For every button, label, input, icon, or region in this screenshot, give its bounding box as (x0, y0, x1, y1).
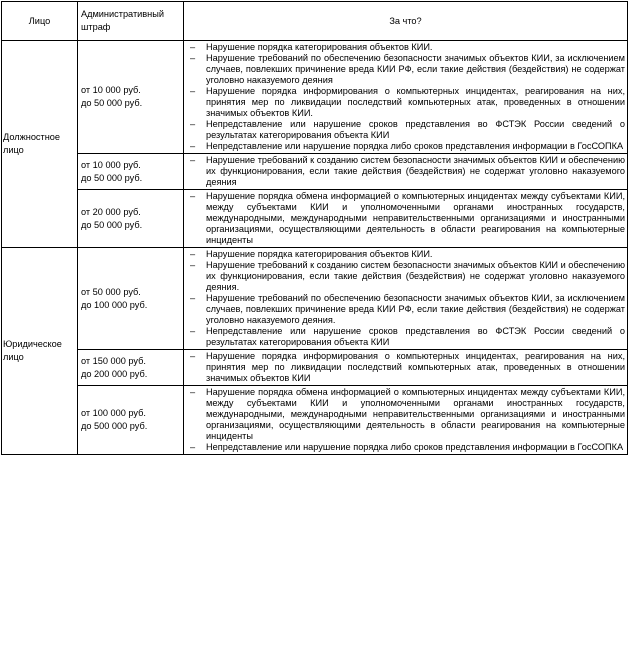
fine-from: от 10 000 руб. (81, 159, 141, 170)
violation-text: Нарушение порядка категорирования объектов КИИ. (206, 42, 433, 52)
fine-cell (78, 41, 184, 154)
list-item (184, 442, 625, 453)
list-item (184, 155, 625, 188)
violations-list (184, 42, 625, 152)
person-cell: Должностное лицо (2, 41, 78, 248)
violation-text: Непредставление или нарушение порядка либо сроков представления информации в ГосСОПКА (206, 141, 624, 151)
violation-text: Непредставление или нарушение сроков представления во ФСТЭК России сведений о результатах категорирования объекта КИИ (206, 119, 625, 140)
violation-text: Нарушение требований по обеспечению безопасности значимых объектов КИИ, за исключением случаев, повлекших причинение вреда КИИ РФ, если такие действия (бездействия) не содержат уголовно наказуемого деяния (206, 53, 625, 85)
header-row (2, 2, 628, 41)
violations-list (184, 155, 625, 188)
dash-bullet-icon: – (190, 351, 196, 361)
fine-cell (78, 154, 184, 190)
fine-to: до 200 000 руб. (81, 368, 148, 379)
table-row (2, 350, 628, 386)
violation-text: Нарушение порядка категорирования объектов КИИ. (206, 249, 433, 259)
table-body (2, 41, 628, 455)
violations-cell (184, 386, 628, 455)
dash-bullet-icon: – (190, 119, 196, 129)
table-row (2, 154, 628, 190)
fine-cell (78, 350, 184, 386)
list-item (184, 53, 625, 86)
table-row (2, 190, 628, 248)
dash-bullet-icon: – (190, 155, 196, 165)
list-item (184, 249, 625, 260)
dash-bullet-icon: – (190, 141, 196, 151)
violations-list (184, 191, 625, 246)
list-item (184, 326, 625, 348)
dash-bullet-icon: – (190, 442, 196, 452)
fine-from: от 20 000 руб. (81, 206, 141, 217)
list-item (184, 351, 625, 384)
fine-from: от 150 000 руб. (81, 355, 146, 366)
violation-text: Непредставление или нарушение порядка либо сроков представления информации в ГосСОПКА (206, 442, 624, 452)
list-item (184, 86, 625, 119)
dash-bullet-icon: – (190, 260, 196, 270)
violations-cell (184, 350, 628, 386)
fine-cell (78, 190, 184, 248)
dash-bullet-icon: – (190, 326, 196, 336)
dash-bullet-icon: – (190, 191, 196, 201)
violations-list (184, 249, 625, 348)
violation-text: Нарушение требований к созданию систем безопасности значимых объектов КИИ и обеспечению их функционирования, если такие действия (бездействия) не содержат уголовно наказуемого деяния. (206, 260, 626, 292)
dash-bullet-icon: – (190, 249, 196, 259)
violations-cell (184, 248, 628, 350)
violation-text: Нарушение порядка информирования о компьютерных инцидентах, реагирования на них, принятия мер по ликвидации последствий компьютерных атак, проведенных в отношении значимых объектов КИИ (206, 351, 625, 383)
violations-cell (184, 190, 628, 248)
violation-text: Нарушение порядка обмена информацией о компьютерных инцидентах между субъектами КИИ, между субъектами КИИ и уполномоченными органами иностранных государств, международными, международными неправительственными организациями и иностранными организациями, осуществляющими деятельность в области реагирования на компьютерные инциденты (206, 387, 625, 441)
violations-cell (184, 154, 628, 190)
dash-bullet-icon: – (190, 86, 196, 96)
violation-text: Нарушение требований к созданию систем безопасности значимых объектов КИИ и обеспечению их функционирования, если такие действия (бездействия) не содержат уголовно наказуемого деяния (206, 155, 626, 187)
table-row (2, 386, 628, 455)
fine-to: до 50 000 руб. (81, 98, 143, 108)
dash-bullet-icon: – (190, 42, 196, 52)
dash-bullet-icon: – (190, 387, 196, 397)
list-item (184, 293, 625, 326)
header-fine: Административный штраф (78, 2, 184, 41)
fine-to: до 500 000 руб. (81, 421, 148, 431)
list-item (184, 42, 625, 53)
person-cell: Юридическое лицо (2, 248, 78, 455)
fine-to: до 50 000 руб. (81, 219, 143, 230)
violations-list (184, 351, 625, 384)
list-item (184, 387, 625, 442)
violation-text: Нарушение порядка обмена информацией о компьютерных инцидентах между субъектами КИИ, между субъектами КИИ и уполномоченными органами иностранных государств, международными, международными неправительственными организациями и иностранными организациями, осуществляющими деятельность в области реагирования на компьютерные инциденты (206, 191, 625, 245)
violation-text: Нарушение требований по обеспечению безопасности значимых объектов КИИ, за исключением случаев, повлекших причинение вреда КИИ РФ, если такие действия (бездействия) не содержат уголовно наказуемого деяния. (206, 293, 625, 325)
header-what: За что? (184, 2, 628, 41)
list-item (184, 191, 625, 246)
fine-to: до 50 000 руб. (81, 172, 143, 183)
penalties-table (1, 1, 628, 455)
fine-from: от 10 000 руб. (81, 85, 141, 95)
violations-cell (184, 41, 628, 154)
fine-cell (78, 248, 184, 350)
violation-text: Нарушение порядка информирования о компьютерных инцидентах, реагирования на них, принятия мер по ликвидации последствий компьютерных атак, проведенных в отношении значимых объектов КИИ. (206, 86, 625, 118)
violations-list (184, 387, 625, 453)
fine-cell (78, 386, 184, 455)
dash-bullet-icon: – (190, 53, 196, 63)
fine-to: до 100 000 руб. (81, 299, 148, 310)
violation-text: Непредставление или нарушение сроков представления во ФСТЭК России сведений о результатах категорирования объекта КИИ (206, 326, 625, 347)
dash-bullet-icon: – (190, 293, 196, 303)
table-row (2, 41, 628, 154)
list-item (184, 260, 625, 293)
fine-from: от 100 000 руб. (81, 408, 146, 418)
list-item (184, 119, 625, 141)
table-row (2, 248, 628, 350)
list-item (184, 141, 625, 152)
fine-from: от 50 000 руб. (81, 286, 141, 297)
header-person: Лицо (2, 2, 78, 41)
